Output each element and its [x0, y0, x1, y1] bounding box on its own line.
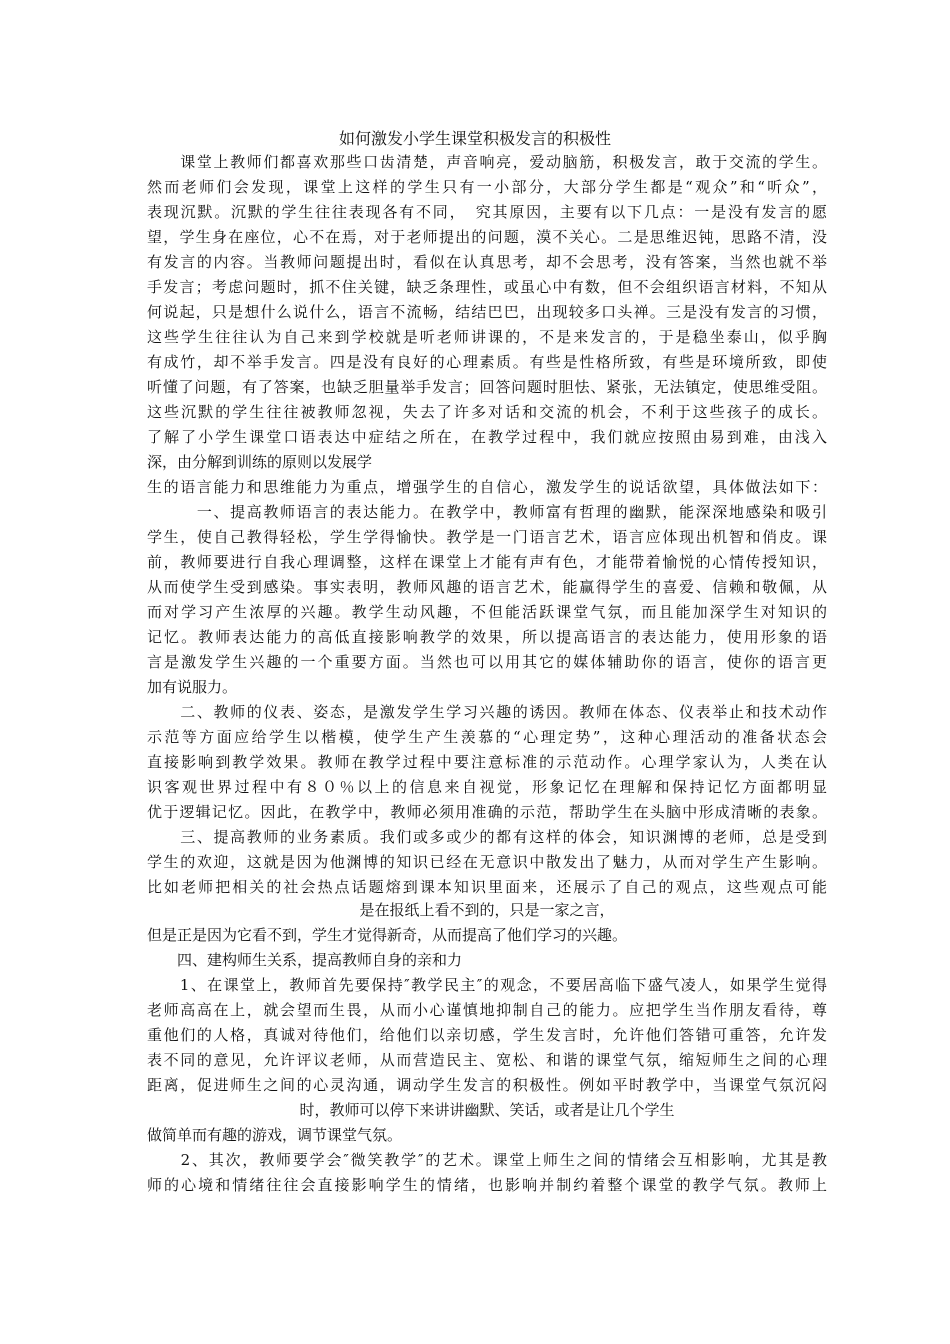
body-line: 有成竹，却不举手发言。四是没有良好的心理素质。有些是性格所致，有些是环境所致，即使 [147, 353, 827, 371]
body-line: 二、教师的仪表、姿态，是激发学生学习兴趣的诱因。教师在体态、仪表举止和技术动作 [147, 703, 827, 721]
body-line: 记忆。教师表达能力的高低直接影响教学的效果，所以提高语言的表达能力，使用形象的语 [147, 628, 827, 646]
body-line: 识客观世界过程中有８０％以上的信息来自视觉，形象记忆在理解和保持记忆方面都明显 [147, 778, 827, 796]
body-line: 四、建构师生关系，提高教师自身的亲和力 [147, 951, 463, 969]
body-line: 课堂上教师们都喜欢那些口齿清楚，声音响亮，爱动脑筋，积极发言，敢于交流的学生。 [147, 153, 827, 171]
body-line: 了解了小学生课堂口语表达中症结之所在，在教学过程中，我们就应按照由易到难，由浅入 [147, 428, 827, 446]
body-line: 学生，使自己教得轻松，学生学得愉快。教学是一门语言艺术，语言应体现出机智和俏皮。课 [147, 528, 827, 546]
body-line: 学生的欢迎，这就是因为他渊博的知识已经在无意识中散发出了魅力，从而对学生产生影响。 [147, 853, 827, 871]
body-line: 言是激发学生兴趣的一个重要方面。当然也可以用其它的媒体辅助你的语言，使你的语言更 [147, 653, 827, 671]
body-line: 比如老师把相关的社会热点话题熔到课本知识里面来，还展示了自己的观点，这些观点可能 [147, 878, 827, 896]
body-line: 重他们的人格，真诚对待他们，给他们以亲切感，学生发言时，允许他们答错可重答，允许发 [147, 1026, 827, 1044]
body-line: 表现沉默。沉默的学生往往表现各有不同， 究其原因，主要有以下几点：一是没有发言的愿 [147, 203, 827, 221]
body-line: 加有说服力。 [147, 678, 238, 696]
body-line: 这些学生往往认为自己来到学校就是听老师讲课的，不是来发言的，于是稳坐泰山，似乎胸 [147, 328, 827, 346]
body-line: 何说起，只是想什么说什么，语言不流畅，结结巴巴，出现较多口头禅。三是没有发言的习惯， [147, 303, 827, 321]
document-title: 如何激发小学生课堂积极发言的积极性 [338, 129, 611, 148]
body-line: 有发言的内容。当教师问题提出时，看似在认真思考，却不会思考，没有答案，当然也就不举 [147, 253, 827, 271]
body-line: 但是正是因为它看不到，学生才觉得新奇，从而提高了他们学习的兴趣。 [147, 926, 628, 944]
body-line: 距离，促进师生之间的心灵沟通，调动学生发言的积极性。例如平时教学中，当课堂气氛沉闷 [147, 1076, 827, 1094]
body-line: 这些沉默的学生往往被教师忽视，失去了许多对话和交流的机会，不利于这些孩子的成长。 [147, 403, 827, 421]
body-line: 优于逻辑记忆。因此，在教学中，教师必须用准确的示范，帮助学生在头脑中形成清晰的表象。 [147, 803, 827, 821]
body-line: 生的语言能力和思维能力为重点，增强学生的自信心，激发学生的说话欲望，具体做法如下： [147, 478, 827, 496]
body-line: 三、提高教师的业务素质。我们或多或少的都有这样的体会，知识渊博的老师，总是受到 [147, 828, 827, 846]
body-line: 做简单而有趣的游戏，调节课堂气氛。 [147, 1126, 403, 1144]
body-line: 师的心境和情绪往往会直接影响学生的情绪，也影响并制约着整个课堂的教学气氛。教师上 [147, 1176, 827, 1194]
body-line: 望，学生身在座位，心不在焉，对于老师提出的问题，漠不关心。二是思维迟钝，思路不清，没 [147, 228, 827, 246]
body-line: 时，教师可以停下来讲讲幽默、笑话，或者是让几个学生 [299, 1101, 675, 1119]
body-line: 深，由分解到训练的原则以发展学 [147, 453, 373, 471]
body-line: 从而使学生受到感染。事实表明，教师风趣的语言艺术，能赢得学生的喜爱、信赖和敬佩，从 [147, 578, 827, 596]
body-line: 是在报纸上看不到的，只是一家之言， [359, 901, 615, 919]
body-line: 示范等方面应给学生以楷模，使学生产生羡慕的“心理定势”，这种心理活动的准备状态会 [147, 728, 827, 746]
body-line: 而对学习产生浓厚的兴趣。教学生动风趣，不但能活跃课堂气氛，而且能加深学生对知识的 [147, 603, 827, 621]
body-line: 1、在课堂上，教师首先要保持″教学民主″的观念，不要居高临下盛气凌人，如果学生觉得 [147, 976, 827, 994]
body-line: 2、其次，教师要学会″微笑教学″的艺术。课堂上师生之间的情绪会互相影响，尤其是教 [147, 1151, 827, 1169]
body-line: 直接影响到教学效果。教师在教学过程中要注意标准的示范动作。心理学家认为，人类在认 [147, 753, 827, 771]
body-line: 一、提高教师语言的表达能力。在教学中，教师富有哲理的幽默，能深深地感染和吸引 [147, 503, 827, 521]
body-line: 然而老师们会发现，课堂上这样的学生只有一小部分，大部分学生都是“观众”和“听众”， [147, 178, 827, 196]
body-line: 前，教师要进行自我心理调整，这样在课堂上才能有声有色，才能带着愉悦的心情传授知识， [147, 553, 827, 571]
body-line: 表不同的意见，允许评议老师，从而营造民主、宽松、和谐的课堂气氛，缩短师生之间的心理 [147, 1051, 827, 1069]
body-line: 手发言；考虑问题时，抓不住关键，缺乏条理性，或虽心中有数，但不会组织语言材料，不知从 [147, 278, 827, 296]
body-line: 老师高高在上，就会望而生畏，从而小心谨慎地抑制自己的能力。应把学生当作朋友看待，尊 [147, 1001, 827, 1019]
body-line: 听懂了问题，有了答案，也缺乏胆量举手发言；回答问题时胆怯、紧张，无法镇定，使思维受阻。 [147, 378, 827, 396]
